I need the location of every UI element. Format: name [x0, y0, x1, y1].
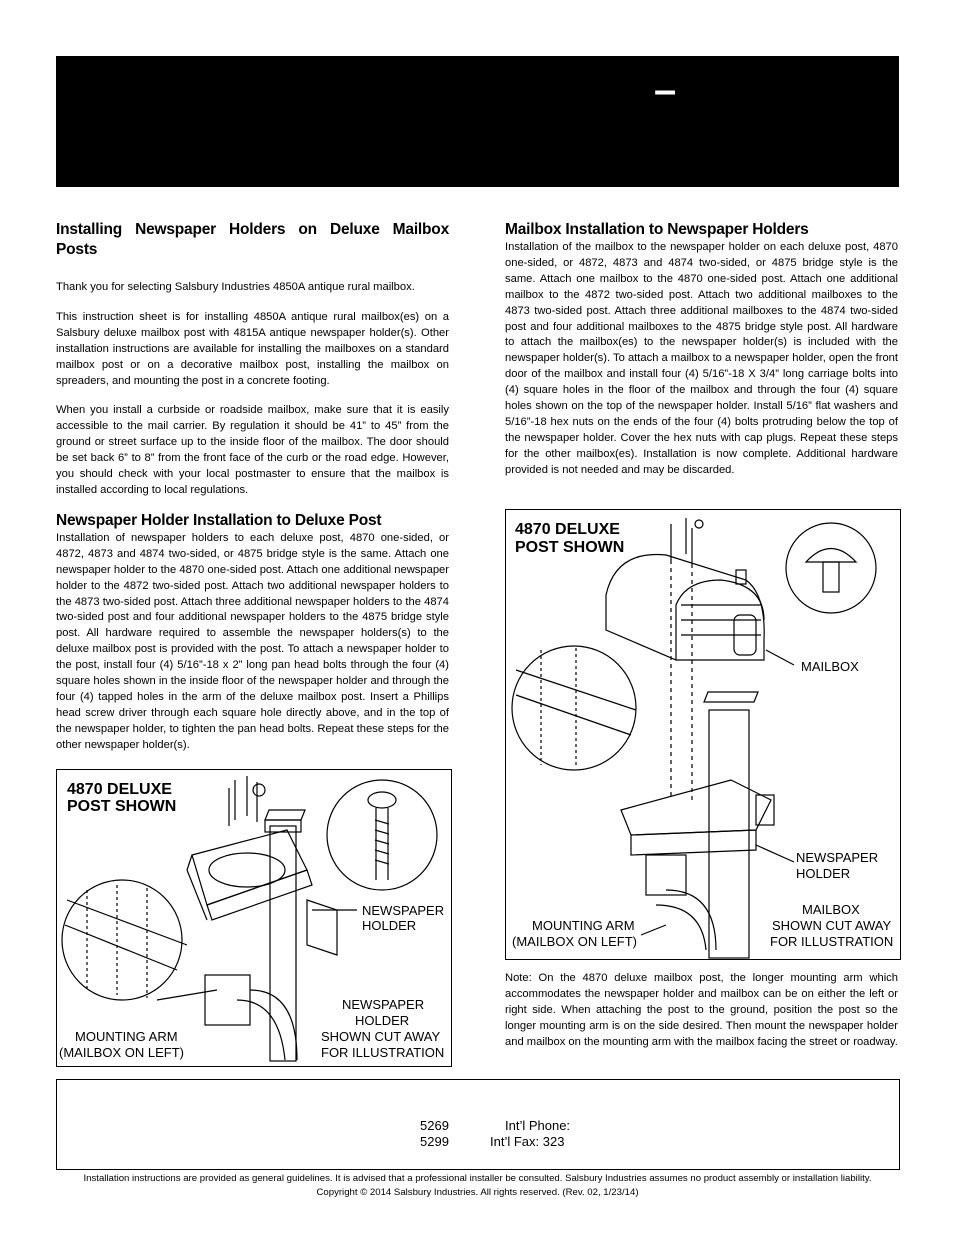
diagram-mailbox	[505, 509, 901, 960]
label-cutaway-4: FOR ILLUSTRATION	[321, 1045, 445, 1060]
newspaper-holder-icon	[187, 830, 312, 920]
mounting-arm-icon	[646, 855, 716, 950]
heading-holder-installation: Newspaper Holder Installation to Deluxe Post	[56, 511, 382, 529]
mailbox-illustration	[506, 510, 900, 959]
contact-box	[56, 1079, 900, 1170]
intl-phone-label: Int’l Phone:	[505, 1118, 571, 1133]
footer-disclaimer	[56, 1172, 899, 1200]
diagram-title-2: POST SHOWN	[67, 798, 177, 815]
fax-number: 5299	[420, 1134, 449, 1149]
heading-mailbox-installation: Mailbox Installation to Newspaper Holders	[505, 221, 809, 238]
label-mounting-arm-2: (MAILBOX ON LEFT)	[512, 934, 637, 949]
left-column	[56, 220, 449, 754]
heading-installing-holders: Installing Newspaper Holders on Deluxe Mailbox Posts	[56, 221, 449, 258]
diagram-title-1: 4870 DELUXE	[515, 521, 620, 538]
post-icon	[265, 810, 305, 1061]
note-paragraph: Note: On the 4870 deluxe mailbox post, the longer mounting arm which accommodates the newspaper holder and mailbox can be on either the left or right side. When attaching the post to the ground, position the post so the longer mounting arm is on the side desired. Then mount the newspaper holder and mailbox on the mounting arm with the mailbox facing the street or roadway.	[505, 972, 898, 1048]
diagram-newspaper-holder	[56, 769, 452, 1067]
label-mailbox: MAILBOX	[801, 659, 859, 674]
newspaper-holder-icon	[621, 780, 774, 855]
header-banner	[56, 56, 899, 187]
label-newspaper-holder-2: HOLDER	[362, 918, 417, 933]
right-column	[505, 220, 898, 479]
carriage-bolts-icon	[671, 518, 703, 564]
label-newspaper-holder-2: HOLDER	[796, 866, 851, 881]
post-icon	[704, 692, 758, 958]
scope-paragraph: This instruction sheet is for installing 4850A antique rural mailbox(es) on a Salsbury deluxe mailbox post with 4815A antique newspaper holder(s). Other installation instructions are available for installing the mailboxes on a standard mailbox post or on a decorative mailbox post, installing the mailbox on spreaders, and mounting the post in a concrete footing.	[56, 310, 449, 387]
copyright-notice: Copyright © 2014 Salsbury Industries. All rights reserved. (Rev. 02, 1/23/14)	[316, 1187, 639, 1198]
mounting-arm-icon	[205, 900, 337, 1060]
intl-fax-label: Int’l Fax: 323	[490, 1134, 565, 1149]
diagram-title-2: POST SHOWN	[515, 539, 625, 556]
label-cutaway-3: SHOWN CUT AWAY	[321, 1029, 441, 1044]
label-cutaway-2: SHOWN CUT AWAY	[772, 918, 892, 933]
label-mounting-arm-1: MOUNTING ARM	[75, 1029, 178, 1044]
diagram-title-1: 4870 DELUXE	[67, 781, 172, 798]
intro-paragraph: Thank you for selecting Salsbury Industries 4850A antique rural mailbox.	[56, 281, 415, 293]
holder-installation-paragraph: Installation of newspaper holders to each deluxe post, 4870 one-sided, or 4872, 4873 and 4874 two-sided, or 4875 bridge style is the same. Attach one newspaper holder to the 4870 one-sided post. Attach one additional newspaper holder to the 4872 two-sided post. Attach two additional newspaper holders to the 4873 two-sided post. Attach three additional newspaper holders to the 4874 two-sided post and four additional newspaper holders to the 4875 bridge style post. All hardware required to assemble the newspaper holders(s) to the deluxe mailbox post is provided with the post. To attach a newspaper holder to the post, install four (4) 5/16”-18 x 2” long pan head bolts through the four (4) square holes shown in the inside floor of the newspaper holder and through the four (4) tapped holes in the arm of the deluxe mailbox post. Insert a Phillips head screw driver through each square hole directly above, and in the top of the newspaper holder, to tighten the pan head bolts. Repeat these steps for the other newspaper holder(s).	[56, 531, 449, 751]
regulation-paragraph: When you install a curbside or roadside mailbox, make sure that it is easily accessible to the mail carrier. By regulation it should be 41” to 45” from the ground or street surface up to the inside floor of the mailbox. The door should be set back 6” to 8” from the front face of the curb or the road edge. However, you should check with your local postmaster to ensure that the mailbox is installed according to local regulations.	[56, 404, 449, 496]
header-dash: –	[654, 68, 677, 112]
label-mounting-arm-2: (MAILBOX ON LEFT)	[59, 1045, 184, 1060]
label-cutaway-3: FOR ILLUSTRATION	[770, 934, 894, 949]
pan-head-bolts-icon	[229, 776, 265, 826]
magnified-detail-icon	[512, 646, 636, 770]
label-cutaway-1: NEWSPAPER	[342, 997, 425, 1012]
bolt-detail-icon	[327, 780, 437, 890]
note-block	[505, 971, 898, 1051]
label-newspaper-holder-1: NEWSPAPER	[796, 850, 879, 865]
label-newspaper-holder-1: NEWSPAPER	[362, 903, 445, 918]
mailbox-installation-paragraph: Installation of the mailbox to the newspaper holder on each deluxe post, 4870 one-sided, or 4872, 4873 and 4874 two-sided, or 4875 bridge style is the same. Attach one mailbox to the 4870 one-sided post. Attach one additional mailbox to the 4872 two-sided post. Attach two additional mailboxes to the 4873 two-sided post. Attach three additional mailboxes to the 4874 two-sided post and four additional mailboxes to the 4875 bridge style post. All hardware to attach the mailbox(es) to the newspaper holder(s) is included with the newspaper holder(s). To attach a mailbox to a newspaper holder, open the front door of the mailbox and install four (4) 5/16”-18 X 3/4” long carriage bolts into (4) square holes in the floor of the mailbox and through the four (4) square holes shown on the top of the newspaper holder. Install 5/16” flat washers and 5/16”-18 hex nuts on the ends of the four (4) bolts protruding below the top of the newspaper holder. Cover the hex nuts with cap plugs. Repeat these steps for the other mailbox(es). Installation is now complete. Additional hardware provided is not needed and may be discarded.	[505, 241, 898, 476]
carriage-bolt-detail-icon	[786, 523, 876, 613]
liability-disclaimer: Installation instructions are provided as general guidelines. It is advised that a professional installer be consulted. Salsbury Industries assumes no product assembly or installation liability.	[83, 1173, 872, 1184]
mailbox-icon	[606, 555, 764, 661]
label-mounting-arm-1: MOUNTING ARM	[532, 918, 635, 933]
phone-number: 5269	[420, 1118, 449, 1133]
magnified-detail-icon	[62, 880, 187, 1000]
label-cutaway-1: MAILBOX	[802, 902, 860, 917]
holder-illustration	[57, 770, 451, 1066]
label-cutaway-2: HOLDER	[355, 1013, 410, 1028]
